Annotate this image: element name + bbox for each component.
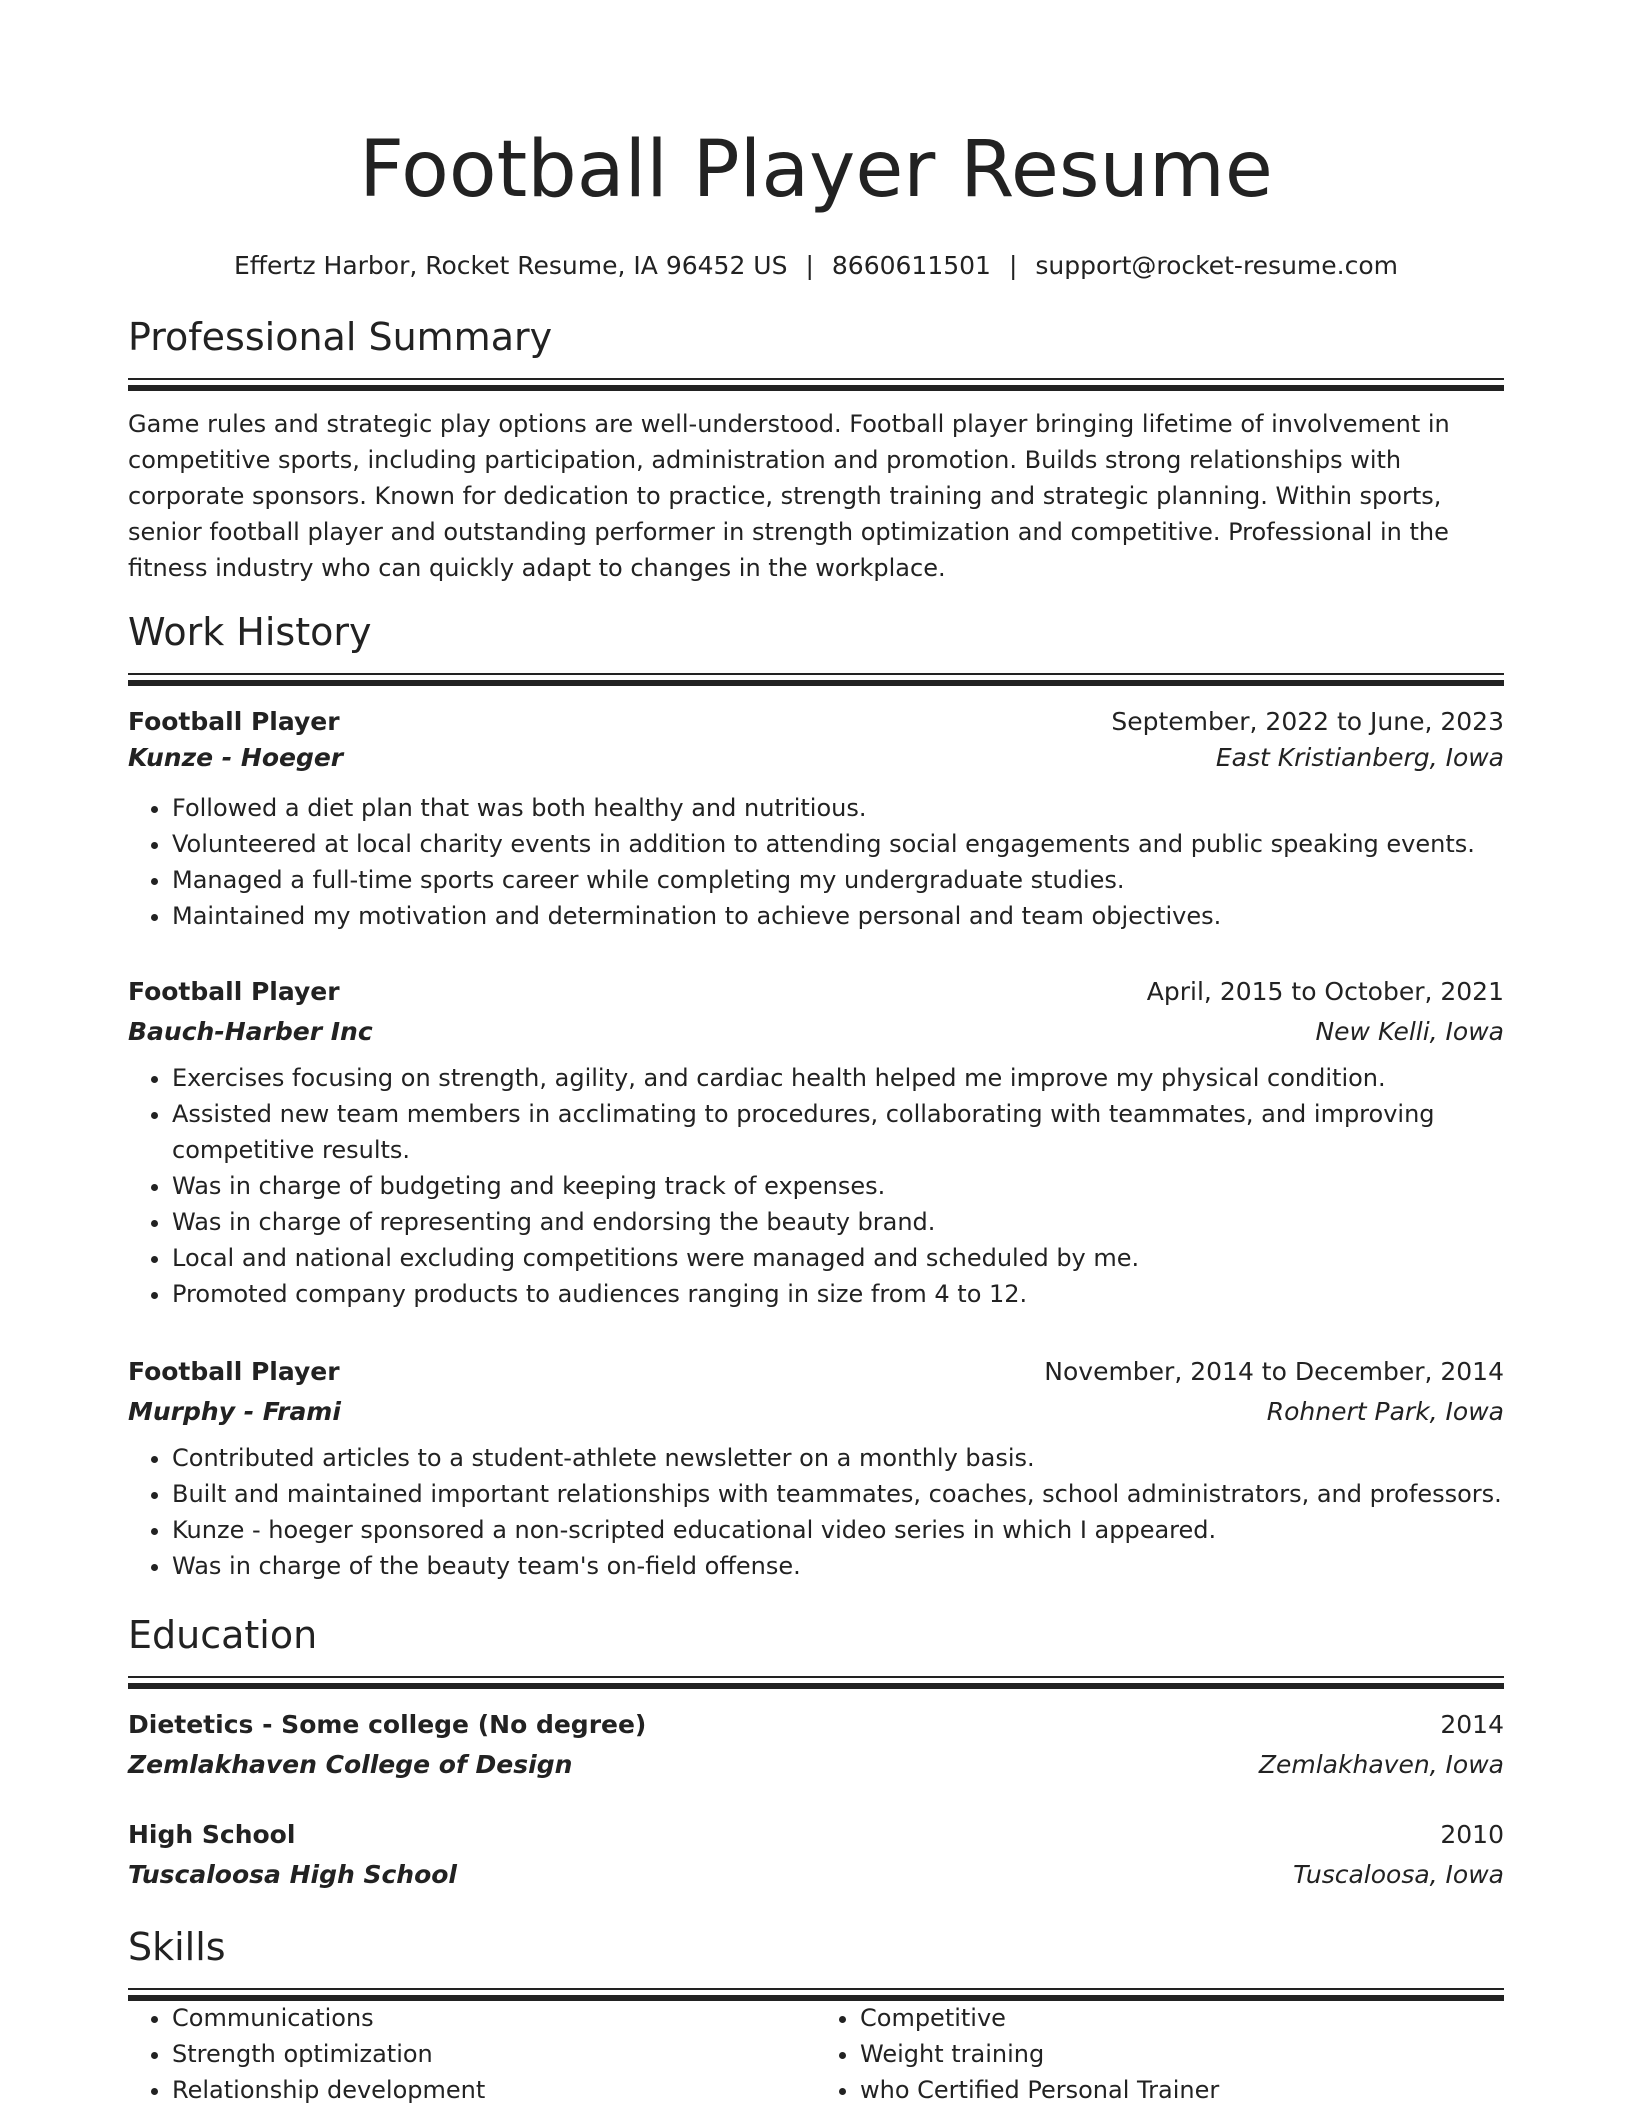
job-entry <box>128 1354 1504 1584</box>
job-subheader <box>128 740 1504 776</box>
job-header <box>128 704 1504 740</box>
list-item: • Local and national excluding competitions were managed and scheduled by me. <box>172 1240 1504 1276</box>
job-dates: April, 2015 to October, 2021 <box>1146 977 1504 1006</box>
section-divider <box>128 1676 1504 1678</box>
contact-separator: | <box>805 251 814 280</box>
section-title-work-history: Work History <box>128 610 372 654</box>
job-location: East Kristianberg, Iowa <box>1215 743 1504 772</box>
job-bullets <box>128 1060 1504 1312</box>
job-company: Murphy - Frami <box>128 1397 341 1426</box>
education-subheader <box>128 1747 1504 1783</box>
contact-line <box>128 250 1504 282</box>
skills-list-left <box>128 2000 816 2108</box>
section-title-summary: Professional Summary <box>128 315 553 359</box>
section-divider <box>128 1988 1504 1990</box>
job-location: New Kelli, Iowa <box>1315 1017 1504 1046</box>
education-header <box>128 1707 1504 1743</box>
list-item: • who Certified Personal Trainer <box>860 2072 1504 2108</box>
job-company: Kunze - Hoeger <box>128 743 344 772</box>
education-year: 2010 <box>1440 1820 1504 1849</box>
job-title: Football Player <box>128 707 340 736</box>
work-history-section <box>128 609 1504 675</box>
list-item: • Promoted company products to audiences ranging in size from 4 to 12. <box>172 1276 1504 1312</box>
list-item: • Communications <box>172 2000 816 2036</box>
contact-address: Effertz Harbor, Rocket Resume, IA 96452 US <box>233 251 788 280</box>
job-bullets <box>128 790 1504 934</box>
summary-section <box>128 314 1504 586</box>
education-location: Tuscaloosa, Iowa <box>1293 1860 1504 1889</box>
skills-columns <box>128 1990 1504 2108</box>
job-location: Rohnert Park, Iowa <box>1266 1397 1504 1426</box>
job-bullets <box>128 1440 1504 1584</box>
list-item: • Relationship development <box>172 2072 816 2108</box>
summary-text: Game rules and strategic play options are well-understood. Football player bringing lifetime of involvement in competitive sports, including participation, administration and promotion. Builds strong relationships with corporate sponsors. Known for dedication to practice, strength training and strategic planning. Within sports, senior football player and outstanding performer in strength optimization and competitive. Professional in the fitness industry who can quickly adapt to changes in the workplace. <box>128 410 1450 582</box>
job-header <box>128 1354 1504 1390</box>
education-degree: High School <box>128 1820 296 1849</box>
education-school: Zemlakhaven College of Design <box>128 1750 573 1779</box>
list-item: • Followed a diet plan that was both healthy and nutritious. <box>172 790 1504 826</box>
resume-title: Football Player Resume <box>359 125 1273 215</box>
job-entry <box>128 974 1504 1312</box>
education-location: Zemlakhaven, Iowa <box>1258 1750 1504 1779</box>
list-item: • Was in charge of budgeting and keeping track of expenses. <box>172 1168 1504 1204</box>
list-item: • Maintained my motivation and determination to achieve personal and team objectives. <box>172 898 1504 934</box>
list-item: • Volunteered at local charity events in addition to attending social engagements and public speaking events. <box>172 826 1504 862</box>
job-company: Bauch-Harber Inc <box>128 1017 373 1046</box>
section-title-skills: Skills <box>128 1925 226 1969</box>
job-header <box>128 974 1504 1010</box>
education-entry <box>128 1707 1504 1783</box>
contact-email[interactable]: support@rocket-resume.com <box>1035 251 1399 280</box>
job-dates: September, 2022 to June, 2023 <box>1111 707 1504 736</box>
list-item: • Contributed articles to a student-athlete newsletter on a monthly basis. <box>172 1440 1504 1476</box>
list-item: • Assisted new team members in acclimating to procedures, collaborating with teammates, and improving competitive results. <box>172 1096 1504 1168</box>
education-degree: Dietetics - Some college (No degree) <box>128 1710 647 1739</box>
education-header <box>128 1817 1504 1853</box>
job-subheader <box>128 1394 1504 1430</box>
job-dates: November, 2014 to December, 2014 <box>1044 1357 1504 1386</box>
job-title: Football Player <box>128 977 340 1006</box>
list-item: • Was in charge of the beauty team's on-field offense. <box>172 1548 1504 1584</box>
list-item: • Built and maintained important relationships with teammates, coaches, school administrators, and professors. <box>172 1476 1504 1512</box>
contact-separator: | <box>1008 251 1018 280</box>
education-entry <box>128 1817 1504 1893</box>
list-item: • Managed a full-time sports career while completing my undergraduate studies. <box>172 862 1504 898</box>
section-divider <box>128 378 1504 380</box>
education-year: 2014 <box>1440 1710 1504 1739</box>
list-item: • Strength optimization <box>172 2036 816 2072</box>
education-subheader <box>128 1857 1504 1893</box>
skills-section <box>128 1924 1504 2108</box>
section-divider <box>128 673 1504 675</box>
education-section <box>128 1612 1504 1678</box>
job-subheader <box>128 1014 1504 1050</box>
list-item: • Competitive <box>860 2000 1504 2036</box>
contact-phone: 8660611501 <box>831 251 991 280</box>
education-school: Tuscaloosa High School <box>128 1860 458 1889</box>
job-entry <box>128 704 1504 934</box>
list-item: • Was in charge of representing and endorsing the beauty brand. <box>172 1204 1504 1240</box>
section-title-education: Education <box>128 1613 318 1657</box>
list-item: • Kunze - hoeger sponsored a non-scripted educational video series in which I appeared. <box>172 1512 1504 1548</box>
job-title: Football Player <box>128 1357 340 1386</box>
list-item: • Exercises focusing on strength, agility, and cardiac health helped me improve my physical condition. <box>172 1060 1504 1096</box>
list-item: • Weight training <box>860 2036 1504 2072</box>
skills-list-right <box>816 2000 1504 2108</box>
